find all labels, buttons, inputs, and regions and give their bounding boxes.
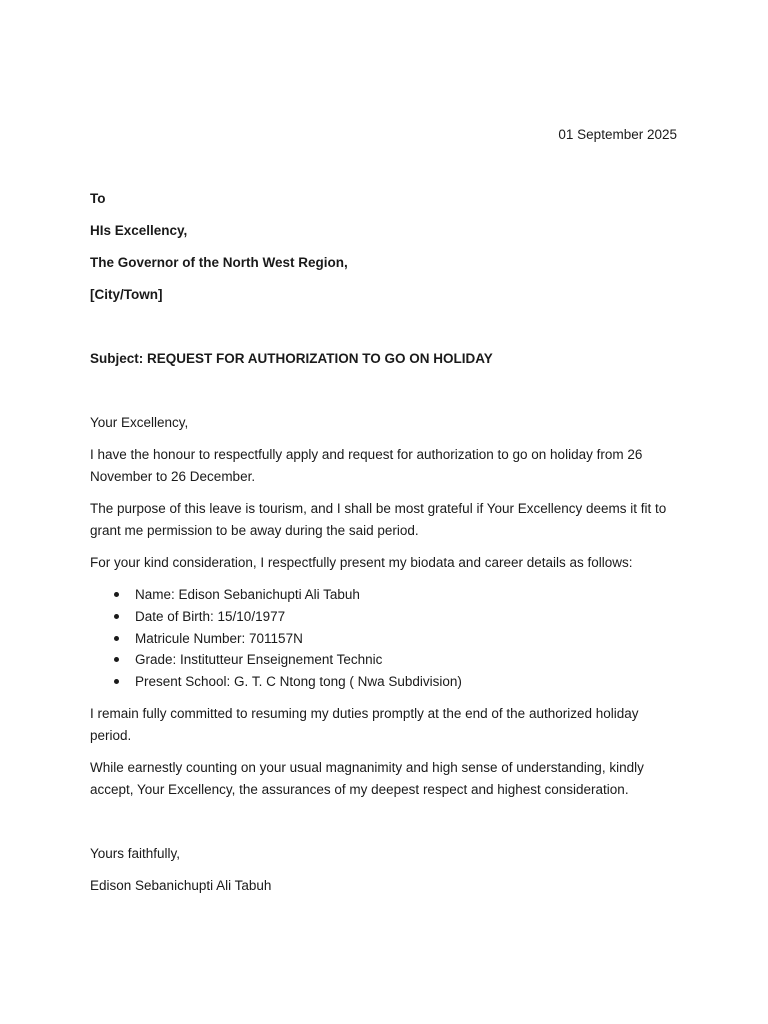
biodata-item-text: Matricule Number: 701157N — [135, 630, 303, 646]
recipient-to: To — [90, 191, 106, 206]
salutation: Your Excellency, — [90, 415, 189, 430]
recipient-office: The Governor of the North West Region, — [90, 255, 348, 270]
recipient-title: HIs Excellency, — [90, 223, 188, 238]
biodata-item-name — [90, 584, 680, 606]
bullet-icon — [114, 636, 119, 641]
biodata-item-grade — [90, 649, 680, 671]
biodata-item-text: Date of Birth: 15/10/1977 — [135, 608, 286, 624]
bullet-icon — [114, 657, 119, 662]
letter-subject: Subject: REQUEST FOR AUTHORIZATION TO GO ON HOLIDAY — [90, 351, 493, 366]
recipient-city: [City/Town] — [90, 287, 163, 302]
biodata-item-text: Grade: Institutteur Enseignement Technic — [135, 652, 383, 668]
letter-date: 01 September 2025 — [558, 127, 677, 142]
biodata-item-text: Name: Edison Sebanichupti Ali Tabuh — [135, 587, 360, 602]
biodata-item-school — [90, 671, 680, 693]
biodata-item-dob — [90, 606, 680, 628]
bullet-icon — [114, 592, 119, 597]
valediction: Yours faithfully, — [90, 846, 181, 861]
body-paragraph-3: For your kind consideration, I respectfully present my biodata and career details as follows: — [90, 555, 633, 570]
biodata-item-matricule — [90, 628, 680, 650]
signature-name: Edison Sebanichupti Ali Tabuh — [90, 878, 272, 893]
closing-paragraph-2: While earnestly counting on your usual magnanimity and high sense of understanding, kindly accept, Your Excellency, the assurances of my deepest respect and highest consideration. — [90, 760, 644, 797]
biodata-item-text: Present School: G. T. C Ntong tong ( Nwa Subdivision) — [135, 674, 462, 690]
body-paragraph-2: The purpose of this leave is tourism, and I shall be most grateful if Your Excellency deems it fit to grant me permission to be away during the said period. — [90, 501, 667, 538]
body-paragraph-1: I have the honour to respectfully apply and request for authorization to go on holiday from 26 November to 26 December. — [90, 447, 643, 484]
biodata-list — [90, 584, 680, 693]
closing-paragraph-1: I remain fully committed to resuming my duties promptly at the end of the authorized holiday period. — [90, 706, 639, 743]
bullet-icon — [114, 614, 119, 619]
bullet-icon — [114, 679, 119, 684]
